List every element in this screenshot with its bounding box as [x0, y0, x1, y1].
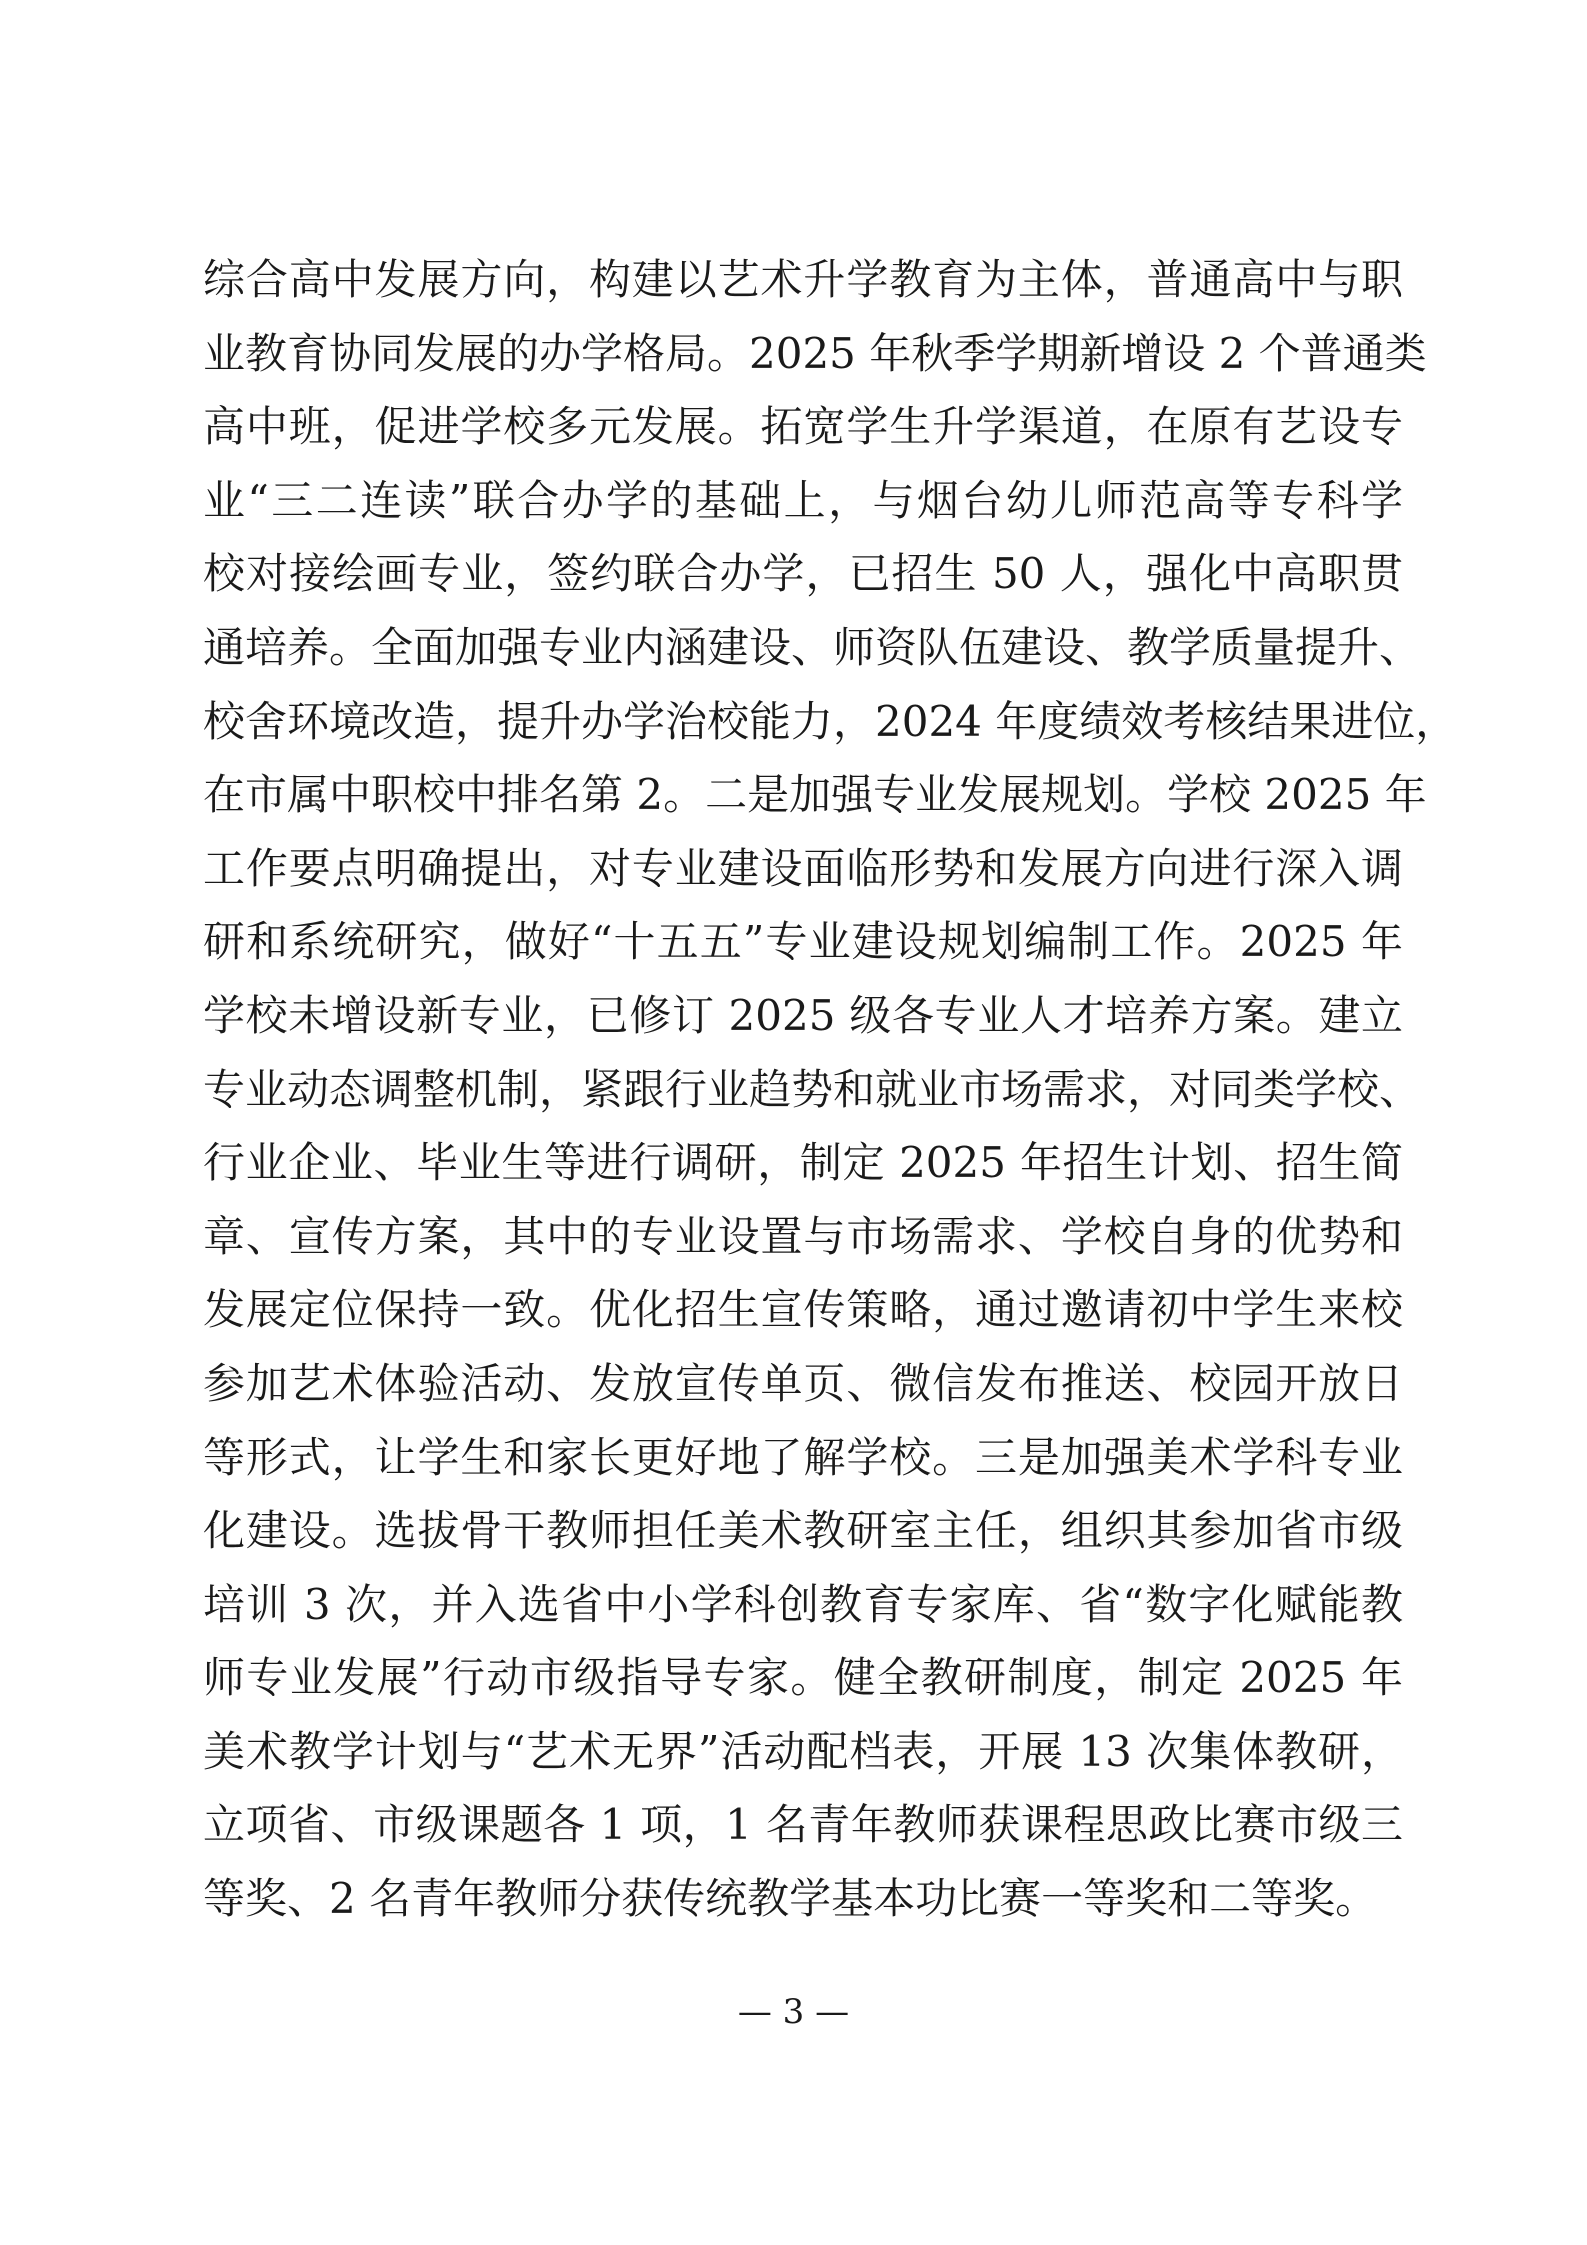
text-line-23: 等奖、2 名青年教师分获传统教学基本功比赛一等奖和二等奖。 — [203, 1874, 1378, 1924]
page-number: — 3 — — [737, 1992, 850, 2032]
text-line-19: 培训 3 次，并入选省中小学科创教育专家库、省“数字化赋能教 — [203, 1579, 1403, 1629]
text-line-5: 校对接绘画专业，签约联合办学，已招生 50 人，强化中高职贯 — [203, 549, 1403, 599]
text-line-12: 专业动态调整机制，紧跟行业趋势和就业市场需求，对同类学校、 — [203, 1064, 1422, 1114]
body-paragraph — [203, 243, 1458, 1936]
text-line-3: 高中班，促进学校多元发展。拓宽学生升学渠道，在原有艺设专 — [203, 402, 1403, 452]
text-line-14: 章、宣传方案，其中的专业设置与市场需求、学校自身的优势和 — [203, 1211, 1403, 1261]
text-line-13: 行业企业、毕业生等进行调研，制定 2025 年招生计划、招生简 — [203, 1138, 1403, 1188]
text-line-15: 发展定位保持一致。优化招生宣传策略，通过邀请初中学生来校 — [203, 1285, 1403, 1335]
text-line-4: 业“三二连读”联合办学的基础上，与烟台幼儿师范高等专科学 — [203, 475, 1403, 525]
text-line-8: 在市属中职校中排名第 2。二是加强专业发展规划。学校 2025 年 — [203, 770, 1427, 820]
text-line-6: 通培养。全面加强专业内涵建设、师资队伍建设、教学质量提升、 — [203, 622, 1422, 672]
text-line-1: 综合高中发展方向，构建以艺术升学教育为主体，普通高中与职 — [203, 255, 1403, 304]
text-line-18: 化建设。选拔骨干教师担任美术教研室主任，组织其参加省市级 — [203, 1506, 1403, 1556]
text-line-7: 校舍环境改造，提升办学治校能力，2024 年度绩效考核结果进位， — [203, 696, 1458, 746]
text-line-9: 工作要点明确提出，对专业建设面临形势和发展方向进行深入调 — [203, 843, 1403, 893]
text-line-17: 等形式，让学生和家长更好地了解学校。三是加强美术学科专业 — [203, 1432, 1403, 1482]
text-line-20: 师专业发展”行动市级指导专家。健全教研制度，制定 2025 年 — [203, 1653, 1403, 1703]
text-line-22: 立项省、市级课题各 1 项，1 名青年教师获课程思政比赛市级三 — [203, 1800, 1403, 1850]
text-line-10: 研和系统研究，做好“十五五”专业建设规划编制工作。2025 年 — [203, 917, 1403, 967]
text-line-11: 学校未增设新专业，已修订 2025 级各专业人才培养方案。建立 — [203, 990, 1403, 1040]
text-line-21: 美术教学计划与“艺术无界”活动配档表，开展 13 次集体教研， — [203, 1726, 1403, 1776]
text-line-2: 业教育协同发展的办学格局。2025 年秋季学期新增设 2 个普通类 — [203, 328, 1427, 378]
text-line-16: 参加艺术体验活动、发放宣传单页、微信发布推送、校园开放日 — [203, 1358, 1403, 1408]
